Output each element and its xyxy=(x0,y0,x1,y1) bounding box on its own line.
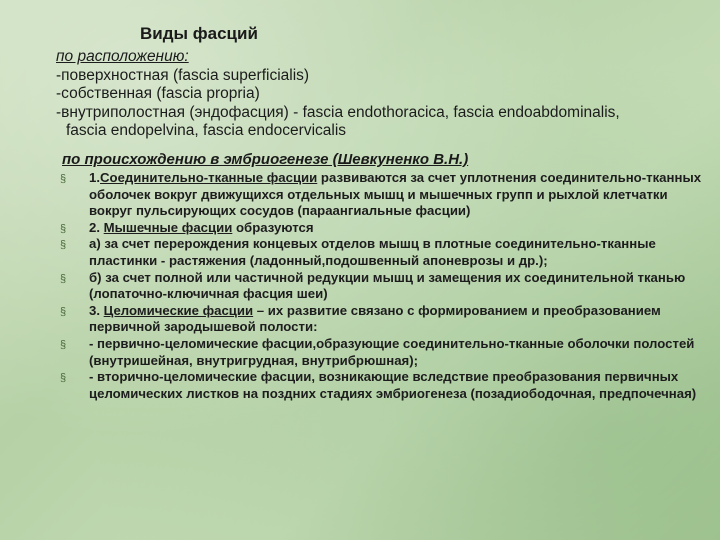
location-heading: по расположению: xyxy=(56,48,189,65)
item-text: - первично-целомические фасции,образующие соединительно-тканные оболочки полостей (внутришейная, внутригрудная, внутрибрюшная); xyxy=(89,335,695,368)
location-line: fascia endopelvina, fascia endocervicalis xyxy=(66,122,347,139)
item-term: Соединительно-тканные фасции xyxy=(100,170,318,185)
item-text: б) за счет полной или частичной редукции мышц и замещения их соединительной тканью (лопаточно-ключичная фасция шеи) xyxy=(89,269,686,302)
list-item xyxy=(60,369,710,402)
origin-heading: по происхождению в эмбриогенезе (Шевкуненко В.Н.) xyxy=(62,151,469,168)
location-line: -внутриполостная (эндофасция) - fascia endothoracica, fascia endoabdominalis, xyxy=(56,103,620,121)
list-item xyxy=(60,236,710,269)
list-item xyxy=(60,270,710,303)
bullet-marker-icon: § xyxy=(60,372,67,385)
list-item xyxy=(60,220,710,237)
bullet-marker-icon: § xyxy=(60,305,67,318)
item-text: а) за счет перерождения концевых отделов мышц в плотные соединительно-тканные пластинки - растяжения (ладонный,подошвенный апоневрозы и др.); xyxy=(89,236,656,268)
item-term: Целомические фасции xyxy=(103,302,254,318)
origin-list xyxy=(60,170,710,402)
location-line: -поверхностная (fascia superficialis) xyxy=(56,66,310,84)
bullet-marker-icon: § xyxy=(60,239,67,252)
bullet-marker-icon: § xyxy=(60,338,67,351)
item-lead: 1. xyxy=(89,170,100,185)
item-text: развиваются за счет уплотнения соединительно-тканных оболочек вокруг движущихся отдельных мышц и мышечных групп и рыхлой клетчатки вокруг пульсирующих сосудов (параангиальные фасции) xyxy=(89,170,702,219)
list-item xyxy=(60,170,710,220)
item-term: Мышечные фасции xyxy=(103,219,233,235)
location-section xyxy=(56,48,716,141)
item-text: - вторично-целомические фасции, возникающие вследствие преобразования первичных целомических листков на поздних стадиях эмбриогенеза (позадиободочная, предпочечная) xyxy=(89,369,697,401)
slide-title: Виды фасций xyxy=(140,24,258,43)
location-line: -собственная (fascia propria) xyxy=(56,85,260,102)
item-lead: 2. xyxy=(89,219,104,235)
list-item xyxy=(60,303,710,336)
item-text: образуются xyxy=(232,219,314,235)
item-text: – их развитие связано с формированием и преобразованием первичной зародышевой полости: xyxy=(89,302,661,335)
bullet-marker-icon: § xyxy=(60,222,67,235)
list-item xyxy=(60,336,710,369)
item-lead: 3. xyxy=(89,302,104,318)
bullet-marker-icon: § xyxy=(60,272,67,285)
bullet-marker-icon: § xyxy=(60,173,67,185)
